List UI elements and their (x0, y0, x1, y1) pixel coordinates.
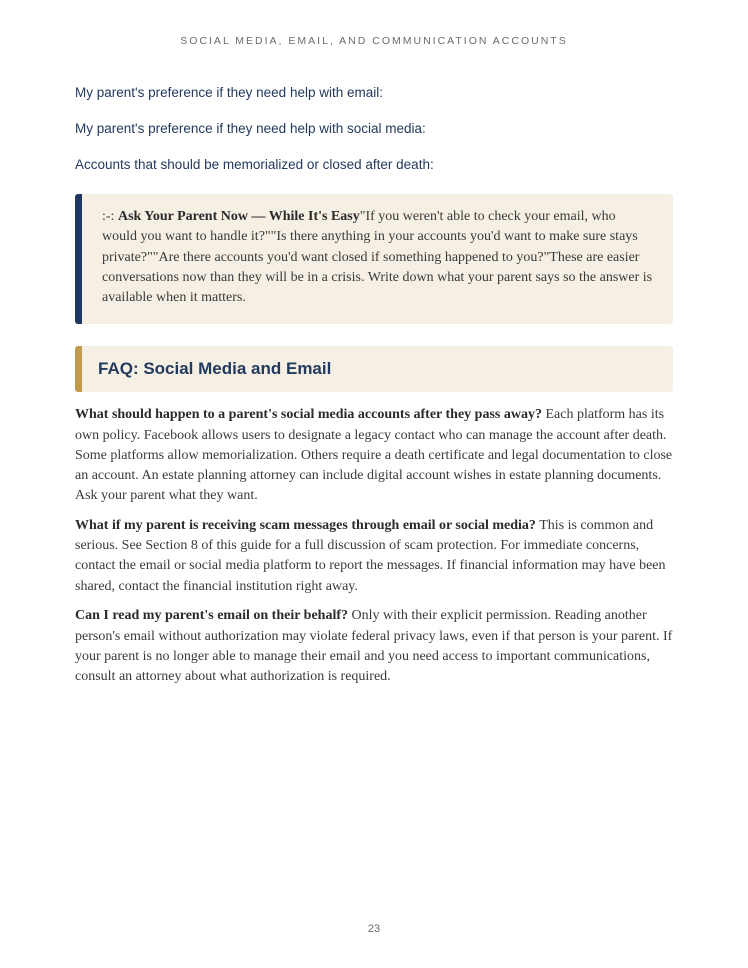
faq-answer: Each platform has its own policy. Facebook allows users to designate a legacy contact who can manage the account after death. Some platforms allow memorialization. Others require a death certificate and legal documentation to close an account. An estate planning attorney can include digital account wishes in estate planning documents. Ask your parent what they want. (75, 407, 673, 504)
faq-heading: FAQ: Social Media and Email (75, 346, 673, 392)
faq-answer: Only with their explicit permission. Reading another person's email without authorization may violate federal privacy laws, even if that person is your parent. If your parent is no longer able to manage their email and you need access to important communications, consult an attorney about what authorization is required. (75, 608, 673, 684)
faq-answer: This is common and serious. See Section 8 of this guide for a full discussion of scam protection. For immediate concerns, contact the email or social media platform to report the messages. If financial information may have been shared, contact the financial institution right away. (75, 518, 666, 594)
faq-item (75, 606, 673, 687)
faq-item (75, 405, 673, 506)
faq-item (75, 516, 673, 597)
prompt-email-help: My parent's preference if they need help with email: (75, 85, 383, 100)
ask-parent-callout (75, 194, 673, 324)
callout-body: "If you weren't able to check your email, who would you want to handle it?""Is there anything in your accounts you'd want to make sure stays private?""Are there accounts you'd want closed if something happened to you?"These are easier conversations now than they will be in a crisis. Write down what your parent says so the answer is available when it matters. (102, 209, 653, 306)
prompt-memorialize-accounts: Accounts that should be memorialized or closed after death: (75, 157, 434, 172)
page-content (75, 84, 673, 687)
faq-question: Can I read my parent's email on their behalf? (75, 608, 349, 624)
faq-question: What should happen to a parent's social media accounts after they pass away? (75, 407, 542, 423)
callout-title: Ask Your Parent Now — While It's Easy (117, 209, 360, 224)
running-header: SOCIAL MEDIA, EMAIL, AND COMMUNICATION ACCOUNTS (180, 35, 568, 47)
page-number: 23 (367, 923, 381, 935)
callout-prefix: :-: (102, 209, 118, 224)
faq-question: What if my parent is receiving scam messages through email or social media? (75, 518, 536, 533)
prompt-social-media-help: My parent's preference if they need help with social media: (75, 121, 426, 136)
